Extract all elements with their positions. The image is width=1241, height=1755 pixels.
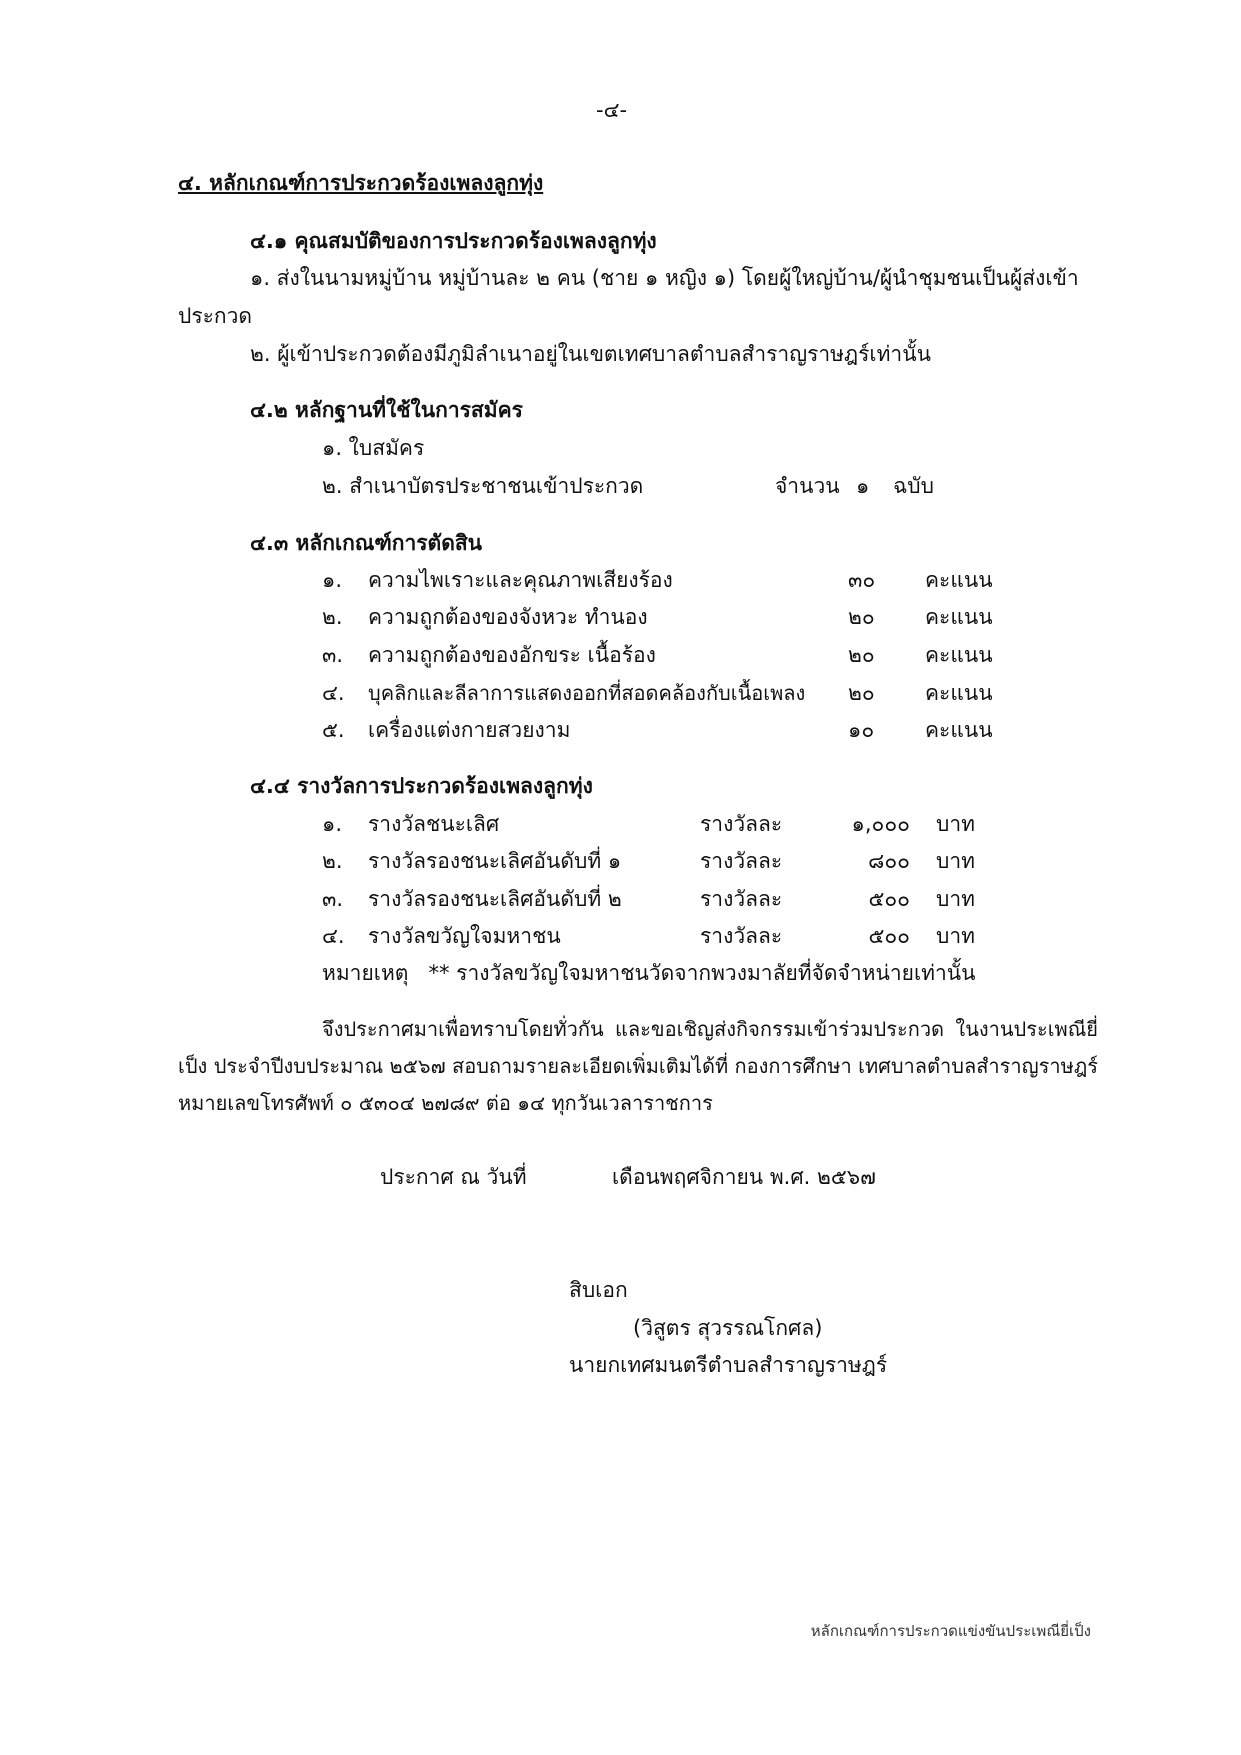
document-quantity: ๑ [856, 474, 870, 498]
prize-currency: บาท [936, 887, 975, 911]
criteria-number: ๒. [322, 605, 343, 629]
document-quantity-label: จำนวน [775, 474, 840, 498]
prize-label: รางวัลชนะเลิศ [368, 812, 500, 836]
criteria-label: ความถูกต้องของอักขระ เนื้อร้อง [368, 643, 656, 667]
document-item-1: ๑. ใบสมัคร [322, 436, 425, 460]
prize-number: ๒. [322, 849, 343, 873]
prize-label: รางวัลรองชนะเลิศอันดับที่ ๑ [368, 849, 622, 873]
prize-amount: ๘๐๐ [868, 849, 910, 873]
prize-per-label: รางวัลละ [700, 812, 783, 836]
prize-label: รางวัลรองชนะเลิศอันดับที่ ๒ [368, 887, 622, 911]
announce-month-year: เดือนพฤศจิกายน พ.ศ. ๒๕๖๗ [612, 1165, 876, 1189]
heading-4-4: ๔.๔ รางวัลการประกวดร้องเพลงลูกทุ่ง [250, 774, 593, 798]
qualification-1-line-2: ประกวด [178, 304, 253, 328]
criteria-unit: คะแนน [925, 718, 993, 742]
section-title [178, 171, 543, 196]
criteria-number: ๓. [322, 643, 344, 667]
criteria-label: เครื่องแต่งกายสวยงาม [368, 718, 571, 742]
criteria-unit: คะแนน [925, 643, 993, 667]
criteria-score: ๓๐ [848, 568, 876, 592]
prize-per-label: รางวัลละ [700, 849, 783, 873]
criteria-score: ๒๐ [848, 681, 875, 705]
criteria-unit: คะแนน [925, 568, 993, 592]
section-title-text: ๔. หลักเกณฑ์การประกวดร้องเพลงลูกทุ่ง [178, 171, 544, 195]
criteria-label: ความถูกต้องของจังหวะ ทำนอง [368, 605, 648, 629]
criteria-number: ๔. [322, 681, 345, 705]
announce-prefix: ประกาศ ณ วันที่ [380, 1165, 527, 1189]
criteria-unit: คะแนน [925, 605, 993, 629]
qualification-2: ๒. ผู้เข้าประกวดต้องมีภูมิลำเนาอยู่ในเขตเทศบาลตำบลสำราญราษฎร์เท่านั้น [250, 342, 931, 366]
prize-currency: บาท [936, 924, 975, 948]
signature-name: (วิสูตร สุวรรณโกศล) [633, 1316, 823, 1340]
criteria-score: ๑๐ [848, 718, 875, 742]
criteria-score: ๒๐ [848, 605, 875, 629]
prize-note-text: ** รางวัลขวัญใจมหาชนวัดจากพวงมาลัยที่จัดจำหน่ายเท่านั้น [428, 961, 976, 985]
prize-per-label: รางวัลละ [700, 887, 783, 911]
criteria-number: ๕. [322, 718, 345, 742]
prize-amount: ๕๐๐ [868, 887, 910, 911]
page-number: -๔- [596, 98, 628, 122]
prize-per-label: รางวัลละ [700, 924, 783, 948]
closing-paragraph-text: จึงประกาศมาเพื่อทราบโดยทั่วกัน และขอเชิญส่งกิจกรรมเข้าร่วมประกวด ในงานประเพณียี่เป็ง ประจำปีงบประมาณ ๒๕๖๗ สอบถามรายละเอียดเพิ่มเติมได้ที่ กองการศึกษา เทศบาลตำบลสำราญราษฎร์ หมายเลขโทรศัพท์ ๐ ๕๓๐๔ ๒๗๘๙ ต่อ ๑๔ ทุกวันเวลาราชการ [178, 1017, 1098, 1115]
signature-rank: สิบเอก [569, 1278, 628, 1302]
page-footer: หลักเกณฑ์การประกวดแข่งขันประเพณียี่เป็ง [810, 1622, 1091, 1640]
prize-number: ๓. [322, 887, 344, 911]
document-item-2: ๒. สำเนาบัตรประชาชนเข้าประกวด [322, 474, 644, 498]
criteria-label: ความไพเราะและคุณภาพเสียงร้อง [368, 568, 673, 592]
prize-number: ๑. [322, 812, 343, 836]
prize-amount: ๑,๐๐๐ [851, 812, 910, 836]
criteria-label: บุคลิกและลีลาการแสดงออกที่สอดคล้องกับเนื้อเพลง [368, 681, 806, 705]
prize-amount: ๕๐๐ [868, 924, 910, 948]
criteria-number: ๑. [322, 568, 343, 592]
document-unit: ฉบับ [893, 474, 934, 498]
signature-position: นายกเทศมนตรีตำบลสำราญราษฎร์ [569, 1353, 888, 1377]
prize-note [322, 961, 975, 986]
criteria-score: ๒๐ [848, 643, 875, 667]
prize-label: รางวัลขวัญใจมหาชน [368, 924, 561, 948]
qualification-1-line-1: ๑. ส่งในนามหมู่บ้าน หมู่บ้านละ ๒ คน (ชาย ๑ หญิง ๑) โดยผู้ใหญ่บ้าน/ผู้นำชุมชนเป็นผู้ส่งเข้า [250, 266, 1079, 290]
heading-4-1: ๔.๑ คุณสมบัติของการประกวดร้องเพลงลูกทุ่ง [250, 229, 657, 253]
criteria-unit: คะแนน [925, 681, 993, 705]
prize-currency: บาท [936, 812, 975, 836]
prize-number: ๔. [322, 924, 345, 948]
closing-paragraph [178, 1011, 1098, 1122]
prize-note-label: หมายเหตุ [322, 961, 409, 985]
heading-4-2: ๔.๒ หลักฐานที่ใช้ในการสมัคร [250, 398, 523, 422]
prize-currency: บาท [936, 849, 975, 873]
heading-4-3: ๔.๓ หลักเกณฑ์การตัดสิน [250, 531, 483, 555]
